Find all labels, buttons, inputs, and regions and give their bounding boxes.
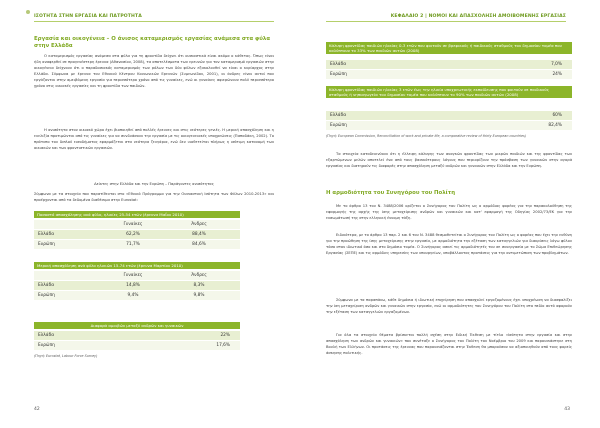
paragraph: Με το άρθρο 13 του Ν. 3488/2006 ορίζεται ο Συνήγορος του Πολίτη ως ο αρμόδιος φορέας για την παρακολούθηση της εφαρμογής της αρχής της ίσης μεταχείρισης ανδρών και γυναικών και κατ' εφαρμογή της Οδηγίας 2002/73/ΕΚ για την ενσωμάτωσή της στην ελληνική έννομη τάξη.: [326, 204, 572, 220]
table-cell: Ελλάδα: [330, 62, 347, 67]
table-cell: 88,4%: [192, 232, 206, 237]
paragraph: Η ανισότητα στον οικιακό χώρο έχει βιοποιηθεί από πολλές έρευνες και στις νεότερες γενιές. Η μερική απασχόληση και η ευελιξία προτιμώνται από τις γυναίκες για να συνδυάσουν την εργασία με τις οικογενειακές υποχρεώσεις (Παπαδάκη, 2002). Το πρότυπο του διπλού εισοδήματος εφαρμόζεται στα νεότερα ζευγάρια, ενώ δεν υιοθετείται πλήρως η ισότιμη κατανομή των οικιακών και των φροντιστικών εργασιών.: [34, 128, 274, 150]
table-title: Διαφορά αμοιβών μεταξύ ανδρών και γυναικών: [34, 322, 240, 329]
page-number: 42: [34, 407, 40, 412]
table-cell: 14,8%: [126, 283, 140, 288]
page-corner-mark: [26, 10, 30, 14]
table-cell: Ελλάδα: [38, 333, 55, 338]
left-page-header: ΙΣΟΤΗΤΑ ΣΤΗΝ ΕΡΓΑΣΙΑ ΚΑΙ ΠΑΤΡΟΤΗΤΑ: [34, 14, 142, 19]
header-rule: [34, 21, 274, 22]
table-cell: Ευρώπη: [330, 123, 347, 128]
table-cell: 17,6%: [216, 343, 230, 348]
table-row: [34, 230, 240, 239]
table-title: Κάλυψη φροντίδας παιδιών ηλικίας 0-3 ετών που φοιτούν σε βρεφικούς ή παιδικούς σταθμούς του δημοσίου τομέα που καλύπτουν το 33% των παιδιών αυτών (2008): [326, 42, 572, 54]
table-cell: Ευρώπη: [38, 293, 55, 298]
paragraph: Ο καταμερισμός εργασίας ανάμεσα στα φύλα για τη φροντίδα δείχνει ότι ουσιαστικά είναι ακόμα ο κάθετος. Όπως είναι ήδη αναφερθεί σε προγενέστερη έρευνα (Αθανασίου, 2008), τα αποτελέσματα των ερευνών για τον καταμερισμό εργασιών στην οικογένεια δείχνουν ότι ο παραδοσιακός καταμερισμός των ρόλων των δύο φύλων εξακολουθεί να είναι ο κυρίαρχος στην Ελλάδα. Σύμφωνα με έρευνα του Εθνικού Κέντρου Κοινωνικών Ερευνών (Συμεωνίδου, 2001), οι άνδρες είναι αυτοί που εργάζονται στην αμειβόμενη εργασία για περισσότερο χρόνο από τις γυναίκες, ενώ οι γυναίκες αφιερώνουν πολύ περισσότερο χρόνο στις οικιακές εργασίες και τη φροντίδα των παιδιών.: [34, 54, 274, 88]
header-rule: [326, 21, 566, 22]
table-header-row: [34, 271, 240, 280]
table-title: Ποσοστό απασχόλησης ανά φύλο, ηλικίες 25-54 ετών (έρευνα Μαΐου 2010): [34, 211, 240, 218]
table-cell: Ελλάδα: [38, 283, 55, 288]
table-cell: 62,2%: [126, 232, 140, 237]
source-note: (Πηγή: European Commission, Reconciliation of work and private life, a comparative review of thirty European countries): [326, 134, 527, 138]
table-row: [326, 121, 572, 130]
right-page-header: ΚΕΦΑΛΑΙΟ 2 | ΝΟΜΟΙ ΚΑΙ ΑΠΑΣΧΟΛΗΣΗ ΑΜΟΙΒΟΜΕΝΗΣ ΕΡΓΑΣΙΑΣ: [390, 14, 566, 19]
table-header-cell: Άνδρες: [191, 273, 207, 278]
table-row: [326, 70, 572, 79]
table-cell: 82,4%: [548, 123, 562, 128]
paragraph: Για όλα τα στοιχεία θέματα βρίσκεται πολλή σχέση στην Ειδική Έκθεση με τίτλο «Ισότητα στην εργασία και στην απασχόληση των ανδρών και γυναικών» που συνέταξε ο Συνήγορος του Πολίτη τον Νοέμβριο του 2009 και παρουσιάστηκε στη Βουλή των Ελλήνων. Οι προτάσεις της έρευνας που παρουσιάζονται στην Έκθεση θα μπορούσαν να αξιοποιηθούν από τους φορείς άσκησης πολιτικής.: [326, 333, 572, 355]
table-cell: Ελλάδα: [330, 113, 347, 118]
paragraph: Σύμφωνα με τα παραπάνω, κάθε δημόσια ή ιδιωτική επιχείρηση που απασχολεί εργαζομένους έχει υποχρέωση να διασφαλίζει την ίση μεταχείριση ανδρών και γυναικών στην εργασία, ενώ οι αρμοδιότητες του Συνηγόρου του Πολίτη στο πεδίο αυτό αφορούν την εξέταση των καταγγελιών εργαζομένων.: [326, 298, 572, 314]
section-title: Η αρμοδιότητα του Συνηγόρου του Πολίτη: [326, 190, 456, 196]
table-cell: Ευρώπη: [38, 242, 55, 247]
table-cell: 60%: [552, 113, 562, 118]
right-page: [300, 0, 600, 428]
table-title: Κάλυψη φροντίδας παιδιών ηλικίας 3 ετών έως την ηλικία υποχρεωτικής εκπαίδευσης που φοιτούν σε παιδικούς σταθμούς ή νηπιαγωγεία του δημοσίου τομέα που καλύπτουν το 90% των παιδιών αυτών (2008): [326, 86, 572, 98]
section-title: Εργασία και οικογένεια – Ο άνισος καταμερισμός εργασίας ανάμεσα στα φύλα στην Ελλάδα: [34, 36, 271, 49]
paragraph: Ειδικότερα, με το άρθρο 13 παρ. 2 και 6 του Ν. 3488 θεσμοθετείται ο Συνήγορος του Πολίτη ως ο φορέας που έχει την ευθύνη για την προώθηση της ίσης μεταχείρισης στην εργασία, με αρμοδιότητα την εξέταση των καταγγελιών για διακρίσεις λόγω φύλου τόσο στον ιδιωτικό όσο και στο δημόσιο τομέα. Ο Συνήγορος ασκεί τις αρμοδιότητές του σε συνεργασία με το Σώμα Επιθεώρησης Εργασίας (ΣΕΠΕ) και τις αρμόδιες υπηρεσίες των υπουργείων, υποβάλλοντας προτάσεις για την αντιμετώπιση των προβλημάτων.: [326, 233, 572, 255]
table-row: [34, 331, 240, 340]
table-cell: 71,7%: [126, 242, 140, 247]
table-cell: 84,6%: [192, 242, 206, 247]
table-row: [326, 111, 572, 120]
table-header-cell: Γυναίκες: [123, 273, 143, 278]
table-header-cell: Άνδρες: [191, 222, 207, 227]
source-note: (Πηγή: Eurostat, Labour Force Survey): [34, 354, 98, 358]
table-cell: 9,8%: [193, 293, 205, 298]
table-row: [34, 341, 240, 350]
table-row: [326, 60, 572, 69]
table-cell: Ευρώπη: [38, 343, 55, 348]
table-cell: 24%: [552, 72, 562, 77]
subheading: Δείκτες στην Ελλάδα και την Ευρώπη – Παράγοντες ανισότητας: [94, 182, 214, 186]
table-row: [34, 240, 240, 249]
paragraph: Σύμφωνα με τα στοιχεία που παρατίθενται στο «Εθνικό Πρόγραμμα για την Ουσιαστική Ισότητα των Φύλων 2010-2013» και προέρχονται από τα δεδομένα διαθέσιμα στην Eurostat:: [34, 192, 274, 202]
table-header-cell: Γυναίκες: [123, 222, 143, 227]
page-number: 43: [564, 407, 570, 412]
paragraph: Τα στοιχεία καταδεικνύουν ότι η έλλειψη κάλυψης των αναγκών φροντίδας των μικρών παιδιών και της φροντίδας των εξαρτώμενων μελών αποτελεί ένα από τους βασικότερους λόγους που περιορίζουν την πρόσβαση των γυναικών στην αγορά εργασίας και διατηρούν τις διαφορές στην απασχόληση μεταξύ ανδρών και γυναικών στην Ελλάδα και την Ευρώπη.: [326, 152, 572, 168]
table-cell: Ευρώπη: [330, 72, 347, 77]
table-row: [34, 291, 240, 300]
table-row: [34, 281, 240, 290]
table-cell: 7,0%: [551, 62, 562, 67]
table-header-row: [34, 220, 240, 229]
table-title: Μερική απασχόληση ανά φύλο ηλικιών 15-74 ετών (έρευνα Μαρτίου 2010): [34, 262, 240, 269]
table-cell: Ελλάδα: [38, 232, 55, 237]
table-cell: 8,3%: [193, 283, 205, 288]
table-cell: 22%: [220, 333, 230, 338]
table-cell: 9,4%: [127, 293, 139, 298]
